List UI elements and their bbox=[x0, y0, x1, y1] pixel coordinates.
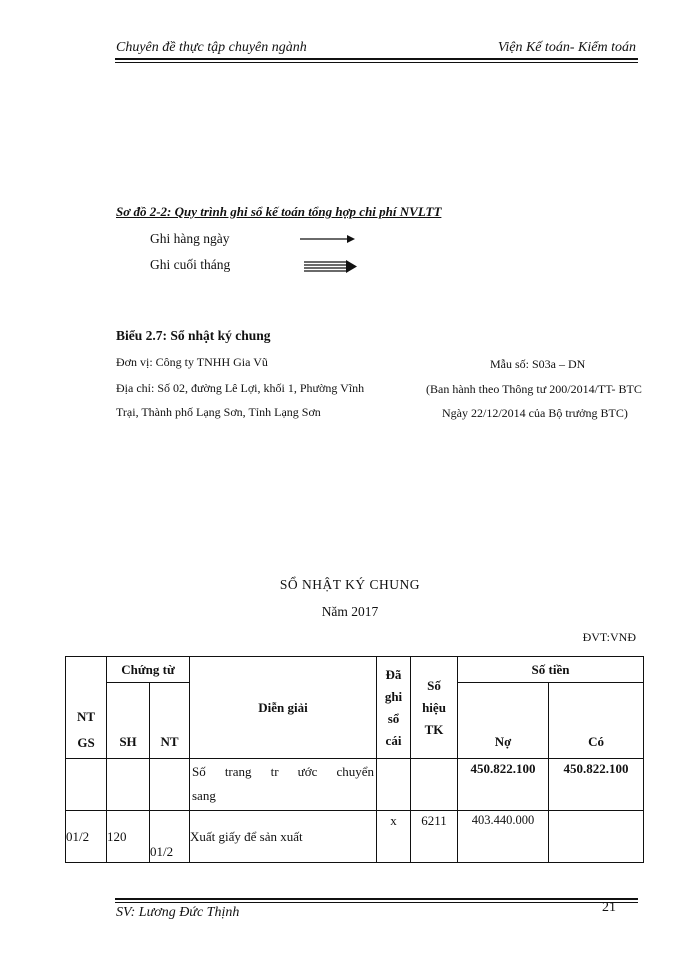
header-chung-tu: Chứng từ bbox=[107, 657, 190, 683]
footer-rule-thick bbox=[115, 898, 638, 900]
table-row bbox=[66, 759, 644, 811]
footer-student: SV: Lương Đức Thịnh bbox=[116, 905, 240, 920]
ledger-year: Năm 2017 bbox=[321, 604, 379, 619]
header-sh: SH bbox=[107, 683, 150, 759]
form-number: Mẫu số: S03a – DN bbox=[490, 357, 586, 371]
header-nt: NT bbox=[150, 683, 190, 759]
header-right-text: Viện Kế toán- Kiểm toán bbox=[497, 40, 636, 55]
cell-nt-gs bbox=[66, 759, 107, 811]
cell-tk bbox=[411, 759, 458, 811]
header-no: Nợ bbox=[458, 683, 549, 759]
header-rule-thick bbox=[115, 58, 638, 60]
ledger-table bbox=[65, 656, 644, 863]
legend-daily-label: Ghi hàng ngày bbox=[150, 231, 230, 246]
header-so-tien: Số tiền bbox=[458, 657, 644, 683]
cell-da-ghi: x bbox=[377, 811, 411, 863]
header-dien-giai: Diễn giải bbox=[190, 657, 377, 759]
single-arrow-icon bbox=[300, 233, 356, 245]
diagram-title: Sơ đồ 2-2: Quy trình ghi sổ kế toán tổng hợp chi phí NVLTT bbox=[116, 204, 442, 219]
cell-sh bbox=[107, 759, 150, 811]
legend-monthly-label: Ghi cuối tháng bbox=[150, 257, 231, 272]
header-da-ghi: Đã ghi sổ cái bbox=[377, 657, 411, 759]
cell-no: 403.440.000 bbox=[458, 811, 549, 863]
cell-nt bbox=[150, 759, 190, 811]
address-line-2: Trại, Thành phố Lạng Sơn, Tỉnh Lạng Sơn bbox=[116, 405, 321, 419]
page-number: 21 bbox=[602, 900, 616, 915]
cell-no: 450.822.100 bbox=[458, 759, 549, 811]
issued-line-1: (Ban hành theo Thông tư 200/2014/TT- BTC bbox=[426, 382, 642, 396]
header-rule-thin bbox=[115, 62, 638, 63]
currency-unit: ĐVT:VNĐ bbox=[582, 630, 636, 644]
ledger-title: SỔ NHẬT KÝ CHUNG bbox=[279, 577, 421, 592]
footer-rule-thin bbox=[115, 902, 638, 903]
header-co: Có bbox=[549, 683, 644, 759]
cell-sh: 120 bbox=[107, 811, 150, 863]
cell-dien-giai: Xuất giấy để sản xuất bbox=[190, 811, 377, 863]
cell-dien-giai: Số trang tr ước chuyển sang bbox=[190, 759, 377, 811]
header-left-text: Chuyên đề thực tập chuyên ngành bbox=[116, 40, 307, 55]
bieu-title: Biểu 2.7: Sổ nhật ký chung bbox=[116, 328, 271, 343]
double-arrow-icon bbox=[304, 259, 358, 273]
unit-text: Đơn vị: Công ty TNHH Gia Vũ bbox=[116, 355, 268, 369]
issued-line-2: Ngày 22/12/2014 của Bộ trưởng BTC) bbox=[442, 406, 628, 420]
header-so-hieu: Số hiệu TK bbox=[411, 657, 458, 759]
cell-co bbox=[549, 811, 644, 863]
cell-nt: 01/2 bbox=[150, 811, 190, 863]
header-nt-gs: NT GS bbox=[66, 657, 107, 759]
cell-nt-gs: 01/2 bbox=[66, 811, 107, 863]
cell-tk: 6211 bbox=[411, 811, 458, 863]
table-row bbox=[66, 811, 644, 863]
address-line-1: Địa chỉ: Số 02, đường Lê Lợi, khối 1, Phường Vĩnh bbox=[116, 381, 365, 395]
cell-da-ghi bbox=[377, 759, 411, 811]
cell-co: 450.822.100 bbox=[549, 759, 644, 811]
